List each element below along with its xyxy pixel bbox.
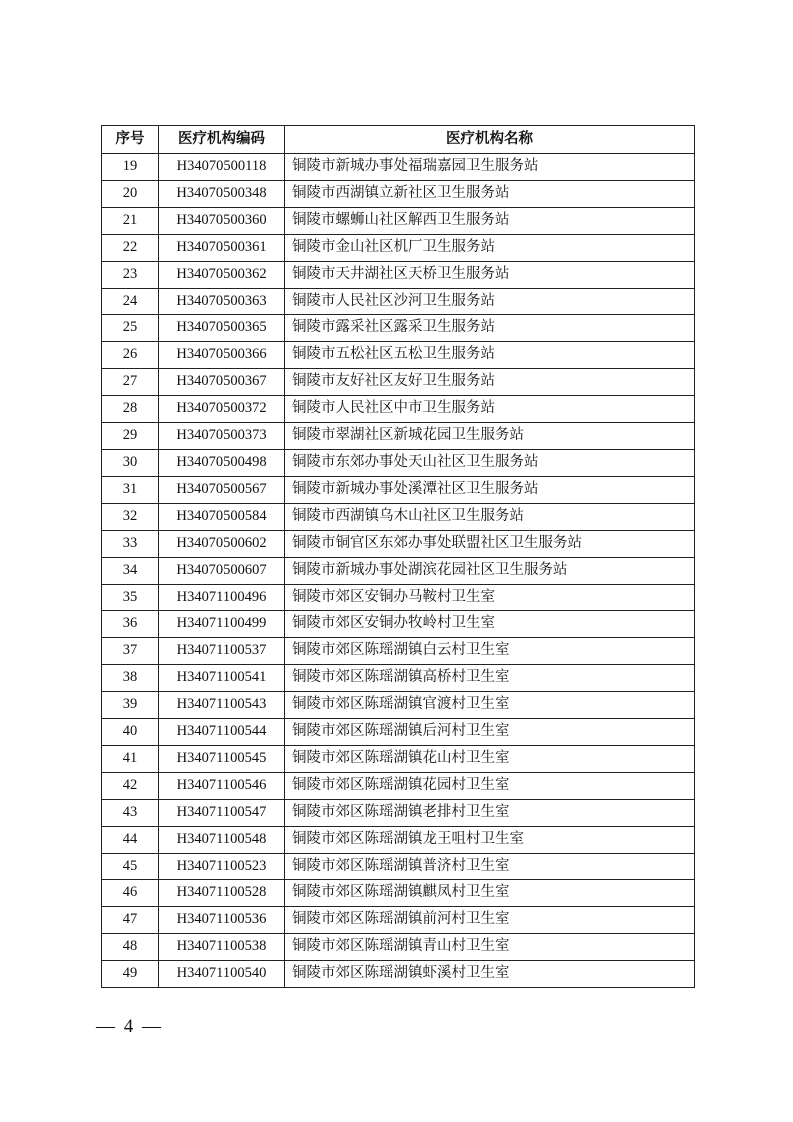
table-row xyxy=(102,665,695,692)
table-row xyxy=(102,611,695,638)
row-index: 33 xyxy=(102,530,159,557)
table-row xyxy=(102,584,695,611)
row-code: H34071100536 xyxy=(159,907,285,934)
row-index: 35 xyxy=(102,584,159,611)
row-name: 铜陵市郊区安铜办马鞍村卫生室 xyxy=(285,584,695,611)
row-index: 39 xyxy=(102,692,159,719)
table-row xyxy=(102,449,695,476)
row-code: H34070500367 xyxy=(159,369,285,396)
row-name: 铜陵市西湖镇立新社区卫生服务站 xyxy=(285,180,695,207)
row-name: 铜陵市新城办事处溪潭社区卫生服务站 xyxy=(285,476,695,503)
row-code: H34070500602 xyxy=(159,530,285,557)
row-code: H34070500366 xyxy=(159,342,285,369)
row-index: 32 xyxy=(102,503,159,530)
row-code: H34070500363 xyxy=(159,288,285,315)
table-row xyxy=(102,503,695,530)
row-index: 31 xyxy=(102,476,159,503)
row-name: 铜陵市郊区陈瑶湖镇龙王咀村卫生室 xyxy=(285,826,695,853)
row-code: H34070500372 xyxy=(159,396,285,423)
row-index: 27 xyxy=(102,369,159,396)
row-index: 30 xyxy=(102,449,159,476)
row-code: H34070500373 xyxy=(159,423,285,450)
table-header-row xyxy=(102,126,695,154)
header-code: 医疗机构编码 xyxy=(159,126,285,154)
row-name: 铜陵市郊区陈瑶湖镇青山村卫生室 xyxy=(285,934,695,961)
row-code: H34070500348 xyxy=(159,180,285,207)
table-row xyxy=(102,369,695,396)
row-code: H34070500498 xyxy=(159,449,285,476)
row-code: H34071100538 xyxy=(159,934,285,961)
row-code: H34070500607 xyxy=(159,557,285,584)
row-index: 48 xyxy=(102,934,159,961)
row-code: H34071100548 xyxy=(159,826,285,853)
row-index: 21 xyxy=(102,207,159,234)
table-row xyxy=(102,853,695,880)
row-name: 铜陵市郊区陈瑶湖镇老排村卫生室 xyxy=(285,799,695,826)
table-row xyxy=(102,315,695,342)
table-row xyxy=(102,342,695,369)
row-name: 铜陵市人民社区中市卫生服务站 xyxy=(285,396,695,423)
table-row xyxy=(102,961,695,988)
row-name: 铜陵市郊区陈瑶湖镇后河村卫生室 xyxy=(285,719,695,746)
row-code: H34071100546 xyxy=(159,772,285,799)
table-row xyxy=(102,638,695,665)
row-index: 42 xyxy=(102,772,159,799)
row-name: 铜陵市新城办事处湖滨花园社区卫生服务站 xyxy=(285,557,695,584)
row-name: 铜陵市郊区陈瑶湖镇普济村卫生室 xyxy=(285,853,695,880)
table-row xyxy=(102,207,695,234)
institution-table xyxy=(101,125,695,988)
row-index: 26 xyxy=(102,342,159,369)
row-index: 46 xyxy=(102,880,159,907)
row-index: 45 xyxy=(102,853,159,880)
table-row xyxy=(102,719,695,746)
row-name: 铜陵市天井湖社区天桥卫生服务站 xyxy=(285,261,695,288)
row-code: H34071100541 xyxy=(159,665,285,692)
row-name: 铜陵市郊区陈瑶湖镇虾溪村卫生室 xyxy=(285,961,695,988)
row-index: 44 xyxy=(102,826,159,853)
row-index: 24 xyxy=(102,288,159,315)
row-name: 铜陵市郊区陈瑶湖镇官渡村卫生室 xyxy=(285,692,695,719)
header-name: 医疗机构名称 xyxy=(285,126,695,154)
table-row xyxy=(102,261,695,288)
row-index: 25 xyxy=(102,315,159,342)
row-code: H34071100544 xyxy=(159,719,285,746)
table-row xyxy=(102,907,695,934)
row-index: 34 xyxy=(102,557,159,584)
row-name: 铜陵市郊区陈瑶湖镇白云村卫生室 xyxy=(285,638,695,665)
row-name: 铜陵市东郊办事处天山社区卫生服务站 xyxy=(285,449,695,476)
row-name: 铜陵市螺蛳山社区解西卫生服务站 xyxy=(285,207,695,234)
row-index: 40 xyxy=(102,719,159,746)
row-name: 铜陵市翠湖社区新城花园卫生服务站 xyxy=(285,423,695,450)
row-code: H34070500118 xyxy=(159,154,285,181)
row-code: H34071100496 xyxy=(159,584,285,611)
row-code: H34070500567 xyxy=(159,476,285,503)
row-name: 铜陵市西湖镇乌木山社区卫生服务站 xyxy=(285,503,695,530)
row-index: 22 xyxy=(102,234,159,261)
row-name: 铜陵市郊区安铜办牧岭村卫生室 xyxy=(285,611,695,638)
row-name: 铜陵市新城办事处福瑞嘉园卫生服务站 xyxy=(285,154,695,181)
row-name: 铜陵市露采社区露采卫生服务站 xyxy=(285,315,695,342)
row-name: 铜陵市金山社区机厂卫生服务站 xyxy=(285,234,695,261)
table-row xyxy=(102,423,695,450)
row-code: H34070500362 xyxy=(159,261,285,288)
row-code: H34071100537 xyxy=(159,638,285,665)
row-name: 铜陵市人民社区沙河卫生服务站 xyxy=(285,288,695,315)
row-index: 28 xyxy=(102,396,159,423)
table-row xyxy=(102,745,695,772)
row-name: 铜陵市五松社区五松卫生服务站 xyxy=(285,342,695,369)
header-index: 序号 xyxy=(102,126,159,154)
table-row xyxy=(102,934,695,961)
table-row xyxy=(102,692,695,719)
row-index: 23 xyxy=(102,261,159,288)
table-row xyxy=(102,234,695,261)
row-index: 29 xyxy=(102,423,159,450)
table-row xyxy=(102,799,695,826)
page-number: — 4 — xyxy=(96,1016,163,1037)
row-index: 19 xyxy=(102,154,159,181)
table-row xyxy=(102,180,695,207)
row-index: 47 xyxy=(102,907,159,934)
row-code: H34070500584 xyxy=(159,503,285,530)
row-code: H34070500361 xyxy=(159,234,285,261)
table-row xyxy=(102,826,695,853)
row-index: 38 xyxy=(102,665,159,692)
row-name: 铜陵市友好社区友好卫生服务站 xyxy=(285,369,695,396)
row-name: 铜陵市郊区陈瑶湖镇前河村卫生室 xyxy=(285,907,695,934)
row-name: 铜陵市郊区陈瑶湖镇麒凤村卫生室 xyxy=(285,880,695,907)
row-code: H34070500365 xyxy=(159,315,285,342)
row-code: H34071100543 xyxy=(159,692,285,719)
row-code: H34071100547 xyxy=(159,799,285,826)
row-name: 铜陵市铜官区东郊办事处联盟社区卫生服务站 xyxy=(285,530,695,557)
row-index: 36 xyxy=(102,611,159,638)
table-row xyxy=(102,154,695,181)
row-name: 铜陵市郊区陈瑶湖镇高桥村卫生室 xyxy=(285,665,695,692)
table-row xyxy=(102,396,695,423)
row-code: H34071100545 xyxy=(159,745,285,772)
row-name: 铜陵市郊区陈瑶湖镇花山村卫生室 xyxy=(285,745,695,772)
table-row xyxy=(102,476,695,503)
table-row xyxy=(102,557,695,584)
row-code: H34071100523 xyxy=(159,853,285,880)
table-row xyxy=(102,772,695,799)
table-row xyxy=(102,880,695,907)
table-row xyxy=(102,288,695,315)
row-code: H34071100528 xyxy=(159,880,285,907)
row-code: H34071100540 xyxy=(159,961,285,988)
row-index: 37 xyxy=(102,638,159,665)
table-row xyxy=(102,530,695,557)
row-index: 49 xyxy=(102,961,159,988)
table-body xyxy=(102,154,695,988)
row-index: 41 xyxy=(102,745,159,772)
row-index: 20 xyxy=(102,180,159,207)
row-code: H34071100499 xyxy=(159,611,285,638)
row-name: 铜陵市郊区陈瑶湖镇花园村卫生室 xyxy=(285,772,695,799)
row-code: H34070500360 xyxy=(159,207,285,234)
row-index: 43 xyxy=(102,799,159,826)
